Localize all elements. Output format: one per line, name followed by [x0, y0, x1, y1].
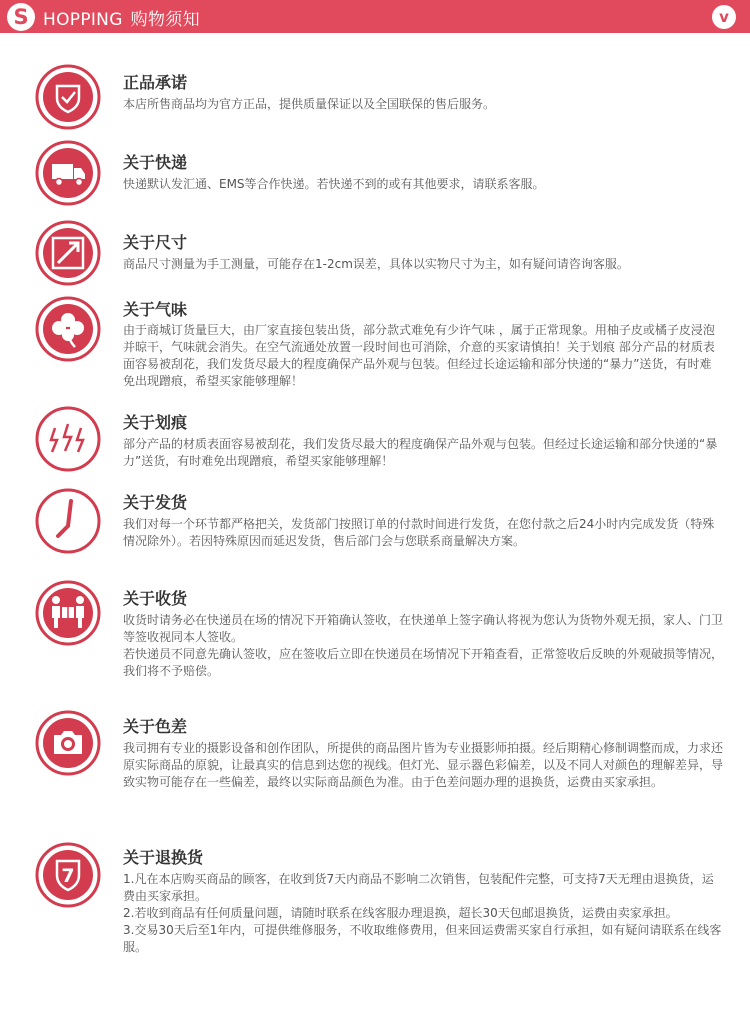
section-title: 正品承诺 [123, 73, 188, 92]
section-title: 关于尺寸 [123, 233, 188, 252]
logo-letter: S [13, 5, 29, 29]
section-scratch [0, 404, 750, 484]
section-body [123, 612, 723, 680]
section-color [0, 708, 750, 828]
section-line: 收货时请务必在快递员在场的情况下开箱确认签收，在快递单上签字确认将视为您认为货物外观无损，家人、门卫等签收视同本人签收。 [123, 613, 724, 644]
header-title-en: HOPPING [43, 10, 123, 30]
section-line: 2.若收到商品有任何质量问题，请随时联系在线客服办理退换，超长30天包邮退换货，运费由卖家承担。 [123, 906, 678, 920]
section-size [0, 218, 750, 293]
section-body [123, 871, 723, 956]
header-title-cn: 购物须知 [130, 10, 200, 30]
section-line: 1.凡在本店购买商品的顾客，在收到货7天内商品不影响二次销售，包装配件完整，可支持7天无理由退换货，运费由买家承担。 [123, 872, 714, 903]
people-box-icon [33, 578, 103, 648]
truck-icon [33, 138, 103, 208]
section-line: 本店所售商品均为官方正品，提供质量保证以及全国联保的售后服务。 [123, 97, 496, 111]
section-line: 快递默认发汇通、EMS等合作快递。若快递不到的或有其他要求，请联系客服。 [123, 177, 545, 191]
seven-day-icon [33, 840, 103, 910]
section-title: 关于划痕 [123, 413, 188, 432]
section-title: 关于收货 [123, 589, 188, 608]
section-line: 若快递员不同意先确认签收，应在签收后立即在快递员在场情况下开箱查看，正常签收后反映的外观破损等情况，我们将不予赔偿。 [123, 647, 724, 678]
section-line: 我们对每一个环节都严格把关，发货部门按照订单的付款时间进行发货，在您付款之后24小时内完成发货（特殊情况除外）。若因特殊原因而延迟发货，售后部门会与您联系商量解决方案。 [123, 517, 715, 548]
section-body [123, 740, 723, 791]
section-line: 商品尺寸测量为手工测量，可能存在1-2cm误差，具体以实物尺寸为主，如有疑问请咨询客服。 [123, 257, 629, 271]
section-title: 关于色差 [123, 717, 188, 736]
section-body [123, 436, 723, 470]
section-smell [0, 294, 750, 402]
header-title [40, 5, 200, 30]
clock-icon [33, 486, 103, 556]
shield-check-icon [33, 62, 103, 132]
section-title: 关于退换货 [123, 848, 204, 867]
section-receiving [0, 578, 750, 698]
section-line: 部分产品的材质表面容易被刮花，我们发货尽最大的程度确保产品外观与包装。但经过长途运输和部分快递的“暴力”送货，有时难免出现蹭痕，希望买家能够理解！ [123, 437, 718, 468]
resize-arrow-icon [33, 218, 103, 288]
section-authentic [0, 56, 750, 136]
scratch-marks-icon [33, 404, 103, 474]
section-line: 3.交易30天后至1年内，可提供维修服务，不收取维修费用，但来回运费需买家自行承担，如有疑问请联系在线客服。 [123, 923, 722, 954]
section-delivery [0, 138, 750, 216]
section-body [123, 516, 723, 550]
header-bar [0, 0, 750, 33]
shopping-logo-icon [6, 2, 36, 32]
brand-badge-icon: v [712, 5, 736, 29]
section-title: 关于发货 [123, 493, 188, 512]
section-shipping [0, 484, 750, 574]
camera-icon [33, 708, 103, 778]
section-body [123, 176, 723, 193]
section-body [123, 322, 723, 390]
seven-day-label: 7 [61, 865, 75, 887]
section-title: 关于快递 [123, 153, 188, 172]
clover-icon [33, 294, 103, 364]
section-title: 关于气味 [123, 300, 188, 319]
section-returns [0, 840, 750, 980]
section-line: 我司拥有专业的摄影设备和创作团队，所提供的商品图片皆为专业摄影师拍摄。经后期精心修制调整而成，力求还原实际商品的原貌，让最真实的信息到达您的视线。但灯光、显示器色彩偏差，以及不同人对颜色的理解差异，导致实物可能存在一些偏差，最终以实际商品颜色为准。由于色差问题办理的退换货，运费由买家承担。 [123, 741, 724, 789]
section-line: 由于商城订货量巨大，由厂家直接包装出货，部分款式难免有少许气味 ，属于正常现象。用柚子皮或橘子皮浸泡并晾干，气味就会消失。在空气流通处放置一段时间也可消除，介意的买家请慎拍！关于划痕 部分产品的材质表面容易被刮花，我们发货尽最大的程度确保产品外观与包装。但经过长途运输和部分快递的“暴力”送货，有时难免出现蹭痕，希望买家能够理解！ [123, 323, 715, 388]
section-body [123, 96, 723, 113]
section-body [123, 256, 723, 273]
